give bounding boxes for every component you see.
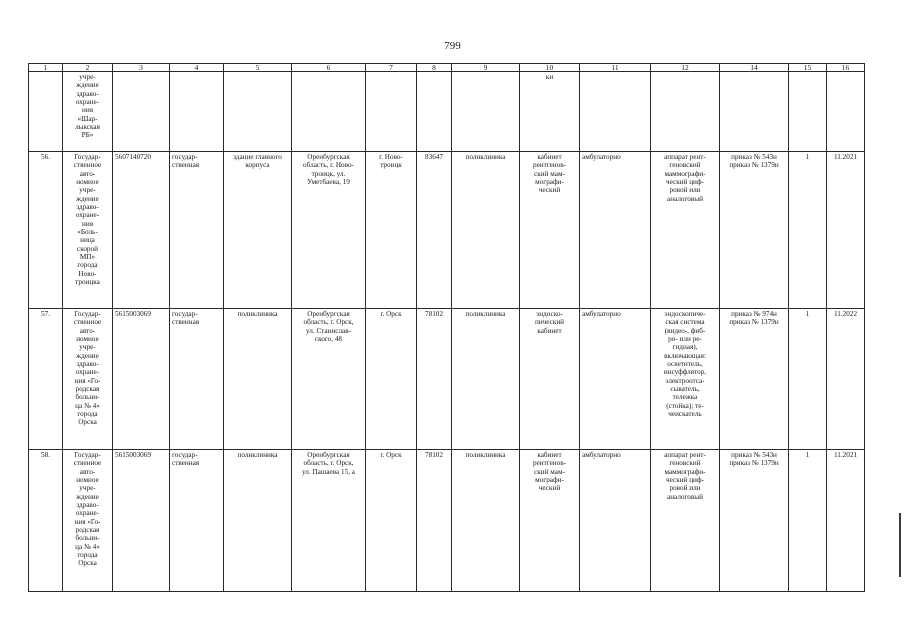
column-number: 14 [720, 64, 789, 72]
column-number: 3 [113, 64, 170, 72]
column-number: 7 [366, 64, 417, 72]
organization-cell: учре- ждение здраво- охране- ния «Шар- лыкская РБ» [63, 72, 113, 152]
row-number-cell [29, 72, 63, 152]
address-cell: Оренбургская область, г. Ново- троицк, ул. Уметбаева, 19 [292, 152, 366, 309]
organization-cell: Государ- ственное авто- номное учре- ждение здраво- охране- ния «Го- родская больни- ца № 4» города Орска [63, 309, 113, 450]
column-number: 1 [29, 64, 63, 72]
ownership-cell: государ- ственная [170, 309, 224, 450]
building-cell: поликлиника [224, 450, 292, 592]
room-cell: кабинет рентгенов- ский мам- мографи- ческий [520, 450, 580, 592]
quantity-cell: 1 [789, 450, 827, 592]
settlement-cell: г. Орск [366, 309, 417, 450]
address-cell [292, 72, 366, 152]
scan-artifact-mark [899, 513, 901, 577]
order-cell: приказ № 974н приказ № 1379н [720, 309, 789, 450]
order-cell [720, 72, 789, 152]
column-number: 9 [452, 64, 520, 72]
address-cell: Оренбургская область, г. Орск, ул. Станислав- ского, 48 [292, 309, 366, 450]
code-cell: 78102 [417, 309, 452, 450]
inn-cell: 5615003069 [113, 450, 170, 592]
organization-cell: Государ- ственное авто- номное учре- ждение здраво- охране- ния «Боль- ница скорой МП» города Ново- троицка [63, 152, 113, 309]
row-number-cell: 57. [29, 309, 63, 450]
date-cell: 11.2022 [827, 309, 865, 450]
address-cell: Оренбургская область, г. Орск, ул. Пашаева 15, а [292, 450, 366, 592]
table-row [29, 72, 865, 152]
row-number-cell: 56. [29, 152, 63, 309]
care-condition-cell [580, 72, 651, 152]
settlement-cell: г. Орск [366, 450, 417, 592]
quantity-cell [789, 72, 827, 152]
building-cell: здание главного корпуса [224, 152, 292, 309]
organization-cell: Государ- ственное авто- номное учре- ждение здраво- охране- ния «Го- родская больни- ца № 4» города Орска [63, 450, 113, 592]
settlement-cell [366, 72, 417, 152]
table-row [29, 450, 865, 592]
row-number-cell: 58. [29, 450, 63, 592]
care-condition-cell: амбулаторно [580, 152, 651, 309]
unit-type-cell: поликлиника [452, 450, 520, 592]
equipment-cell [651, 72, 720, 152]
equipment-registry-table [28, 63, 865, 592]
unit-type-cell: поликлиника [452, 152, 520, 309]
column-number: 10 [520, 64, 580, 72]
unit-type-cell: поликлиника [452, 309, 520, 450]
column-number-row [29, 64, 865, 72]
ownership-cell: государ- ственная [170, 450, 224, 592]
date-cell: 11.2021 [827, 450, 865, 592]
table-row [29, 309, 865, 450]
equipment-cell: эндоскопиче- ская система (видео-, фиб- ро- или ре- гидная), включающая: осветитель, инсуффлятор, электроотса- сыватель, тележка (стойка); те- чеискатель [651, 309, 720, 450]
care-condition-cell: амбулаторно [580, 309, 651, 450]
date-cell: 11.2021 [827, 152, 865, 309]
ownership-cell: государ- ственная [170, 152, 224, 309]
equipment-cell: аппарат рент- геновский маммографи- ческий циф- ровой или аналоговый [651, 450, 720, 592]
room-cell: эндоско- пический кабинет [520, 309, 580, 450]
care-condition-cell: амбулаторно [580, 450, 651, 592]
quantity-cell: 1 [789, 152, 827, 309]
column-number: 6 [292, 64, 366, 72]
room-cell: ки [520, 72, 580, 152]
ownership-cell [170, 72, 224, 152]
column-number: 16 [827, 64, 865, 72]
order-cell: приказ № 543н приказ № 1379н [720, 152, 789, 309]
code-cell [417, 72, 452, 152]
column-number: 2 [63, 64, 113, 72]
column-number: 8 [417, 64, 452, 72]
inn-cell: 5607140720 [113, 152, 170, 309]
column-number: 11 [580, 64, 651, 72]
quantity-cell: 1 [789, 309, 827, 450]
building-cell: поликлиника [224, 309, 292, 450]
room-cell: кабинет рентгенов- ский мам- мографи- ческий [520, 152, 580, 309]
column-number: 4 [170, 64, 224, 72]
table-row [29, 152, 865, 309]
column-number: 12 [651, 64, 720, 72]
equipment-cell: аппарат рент- геновский маммографи- ческий циф- ровой или аналоговый [651, 152, 720, 309]
code-cell: 83647 [417, 152, 452, 309]
column-number: 5 [224, 64, 292, 72]
building-cell [224, 72, 292, 152]
date-cell [827, 72, 865, 152]
inn-cell [113, 72, 170, 152]
inn-cell: 5615003069 [113, 309, 170, 450]
order-cell: приказ № 543н приказ № 1379н [720, 450, 789, 592]
settlement-cell: г. Ново- троицк [366, 152, 417, 309]
page-number: 799 [444, 40, 461, 52]
column-number: 15 [789, 64, 827, 72]
code-cell: 78102 [417, 450, 452, 592]
unit-type-cell [452, 72, 520, 152]
